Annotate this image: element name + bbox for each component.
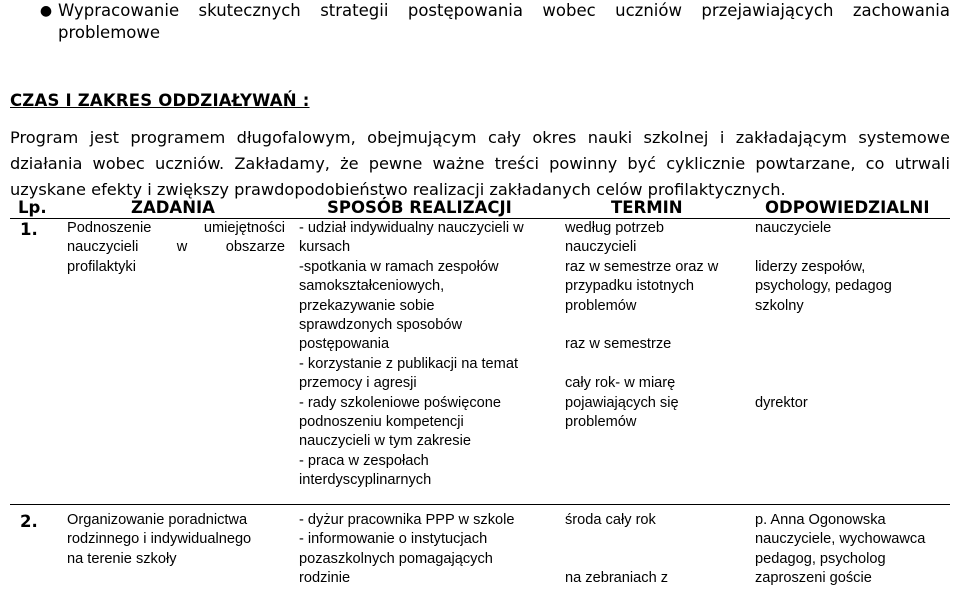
zadania-line: profilaktyki xyxy=(67,258,136,275)
termin-line: pojawiających się xyxy=(565,394,679,411)
termin-line: przypadku istotnych xyxy=(565,278,694,295)
row-2-sposob xyxy=(299,511,551,589)
sposob-line: - korzystanie z publikacji na temat xyxy=(299,355,518,372)
termin-line: nauczycieli xyxy=(565,239,637,256)
zadania-line: Organizowanie poradnictwa xyxy=(67,512,248,528)
odpowiedzialni-line: zaproszeni goście xyxy=(755,570,872,587)
sposob-line: kursach xyxy=(299,239,351,256)
odpowiedzialni-line: p. Anna Ogonowska xyxy=(755,512,886,528)
sposob-line: -spotkania w ramach zespołów xyxy=(299,258,499,275)
sposob-line: samokształceniowych, xyxy=(299,278,445,295)
header-sposob: SPOSÓB REALIZACJI xyxy=(327,198,512,217)
odpowiedzialni-line xyxy=(755,355,950,374)
odpowiedzialni-line: nauczyciele, wychowawca xyxy=(755,531,926,548)
odpowiedzialni-line: nauczyciele xyxy=(755,220,832,236)
zadania-line: rodzinnego i indywidualnego xyxy=(67,531,252,548)
program-paragraph xyxy=(10,125,950,203)
paragraph-line: działania wobec uczniów. Zakładamy, że pewne ważne treści powinny być cyklicznie powtarzane, co utrwali xyxy=(10,154,950,173)
header-odpowiedzialni: ODPOWIEDZIALNI xyxy=(765,198,930,217)
sposob-line: podnoszeniu kompetencji xyxy=(299,414,464,431)
termin-line: środa cały rok xyxy=(565,512,656,528)
paragraph-line: Program jest programem długofalowym, obejmującym cały okres nauki szkolnej i zakładającym systemowe xyxy=(10,128,950,147)
zadania-line: nauczycieli w obszarze xyxy=(67,239,285,256)
termin-line: na zebraniach z xyxy=(565,570,669,587)
row-1-sposob xyxy=(299,219,551,491)
sposob-line: przekazywanie sobie xyxy=(299,297,435,314)
header-termin: TERMIN xyxy=(611,198,683,217)
sposob-line: - informowanie o instytucjach xyxy=(299,531,488,548)
termin-line xyxy=(565,316,745,335)
sposob-line: rodzinie xyxy=(299,570,351,587)
termin-line: problemów xyxy=(565,414,637,431)
termin-line: raz w semestrze xyxy=(565,336,672,353)
sposob-line: - rady szkoleniowe poświęcone xyxy=(299,394,501,411)
sposob-line: - praca w zespołach xyxy=(299,452,429,469)
sposob-line: - udział indywidualny nauczycieli w xyxy=(299,220,524,236)
bullet-dot-icon: ● xyxy=(39,3,53,19)
odpowiedzialni-line xyxy=(755,238,950,257)
sposob-line: nauczycieli w tym zakresie xyxy=(299,433,471,450)
section-heading: CZAS I ZAKRES ODDZIAŁYWAŃ : xyxy=(10,91,310,110)
zadania-line: Podnoszenie umiejętności xyxy=(67,220,285,236)
bullet-item xyxy=(34,0,950,44)
bullet-text-line2: problemowe xyxy=(58,23,161,42)
sposob-line: przemocy i agresji xyxy=(299,375,417,392)
termin-line: według potrzeb xyxy=(565,220,664,236)
sposob-line: postępowania xyxy=(299,336,390,353)
odpowiedzialni-line: pedagog, psycholog xyxy=(755,550,886,567)
bullet-text-line1: Wypracowanie skutecznych strategii postępowania wobec uczniów przejawiających zachowania xyxy=(58,1,950,20)
odpowiedzialni-line: psychology, pedagog xyxy=(755,278,892,295)
odpowiedzialni-line: szkolny xyxy=(755,297,804,314)
termin-line: cały rok- w miarę xyxy=(565,375,676,392)
row-1-termin xyxy=(565,219,745,432)
zadania-line: na terenie szkoły xyxy=(67,550,177,567)
header-zadania: ZADANIA xyxy=(131,198,215,217)
termin-line xyxy=(565,355,745,374)
termin-line: raz w semestrze oraz w xyxy=(565,258,719,275)
row-2-odpowiedzialni xyxy=(755,511,950,589)
sposob-line: sprawdzonych sposobów xyxy=(299,317,463,334)
odpowiedzialni-line: dyrektor xyxy=(755,394,808,411)
header-lp: Lp. xyxy=(18,198,47,217)
row-2-termin xyxy=(565,511,745,589)
row-divider xyxy=(10,504,950,505)
odpowiedzialni-line xyxy=(755,374,950,393)
odpowiedzialni-line xyxy=(755,316,950,335)
row-2-zadania xyxy=(67,511,285,569)
termin-line xyxy=(565,550,745,569)
odpowiedzialni-line: liderzy zespołów, xyxy=(755,258,866,275)
termin-line: problemów xyxy=(565,297,637,314)
paragraph-line: uzyskane efekty i zwiększy prawdopodobieństwo realizacji zakładanych celów profilaktycznych. xyxy=(10,180,786,199)
sposob-line: - dyżur pracownika PPP w szkole xyxy=(299,512,515,528)
row-1-number: 1. xyxy=(20,220,38,239)
row-1-zadania xyxy=(67,219,285,277)
odpowiedzialni-line xyxy=(755,335,950,354)
termin-line xyxy=(565,530,745,549)
row-2-number: 2. xyxy=(20,512,38,531)
row-1-odpowiedzialni xyxy=(755,219,950,413)
sposob-line: interdyscyplinarnych xyxy=(299,472,432,489)
sposob-line: pozaszkolnych pomagających xyxy=(299,550,493,567)
